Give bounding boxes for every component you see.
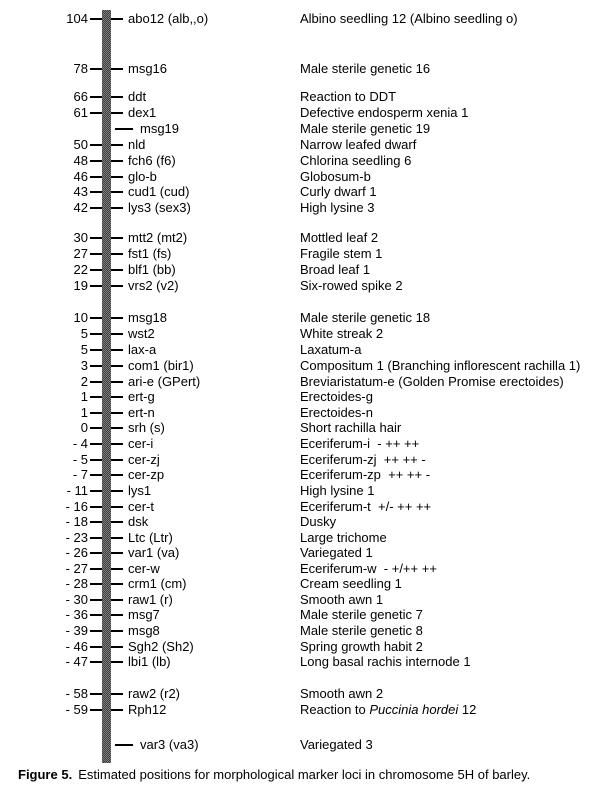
locus-position: 50: [73, 137, 88, 152]
locus-row: [0, 483, 610, 499]
locus-row: [0, 89, 610, 105]
tick-right: [110, 412, 123, 414]
locus-row: [0, 514, 610, 530]
tick-right: [110, 333, 123, 335]
locus-gene-symbol: ari-e (GPert): [128, 374, 201, 389]
locus-gene-symbol: var3 (va3): [140, 737, 199, 752]
tick-right: [110, 474, 123, 476]
locus-position: - 36: [65, 607, 88, 622]
locus-gene-symbol: dex1: [128, 105, 157, 120]
locus-position: - 30: [65, 592, 88, 607]
locus-position: - 26: [65, 545, 88, 560]
locus-description: Male sterile genetic 18: [300, 310, 431, 325]
tick-right: [110, 269, 123, 271]
locus-row: [0, 184, 610, 200]
locus-position: 22: [73, 262, 88, 277]
tick-right: [110, 583, 123, 585]
locus-description: Reaction to DDT: [300, 89, 397, 104]
tick-right: [110, 521, 123, 523]
locus-row: [0, 499, 610, 515]
locus-gene-symbol: blf1 (bb): [128, 262, 176, 277]
locus-description: Short rachilla hair: [300, 420, 402, 435]
locus-position: 48: [73, 153, 88, 168]
locus-description: High lysine 1: [300, 483, 375, 498]
tick-right: [110, 237, 123, 239]
locus-description: Laxatum-a: [300, 342, 362, 357]
locus-gene-symbol: fst1 (fs): [128, 246, 172, 261]
locus-row: [0, 262, 610, 278]
locus-description: Variegated 3: [300, 737, 373, 752]
locus-gene-symbol: mtt2 (mt2): [128, 230, 188, 245]
tick-right: [110, 693, 123, 695]
locus-gene-symbol: msg19: [140, 121, 180, 136]
locus-description: Eceriferum-i - ++ ++: [300, 436, 420, 451]
locus-row: [0, 576, 610, 592]
figure-caption-label: Figure 5.: [18, 767, 73, 782]
locus-position: 5: [80, 342, 88, 357]
locus-position: - 27: [65, 561, 88, 576]
locus-row: [0, 639, 610, 655]
locus-gene-symbol: lys1: [128, 483, 152, 498]
locus-row: [0, 61, 610, 77]
locus-description: Curly dwarf 1: [300, 184, 377, 199]
locus-gene-symbol: msg16: [128, 61, 168, 76]
figure-caption: [18, 766, 610, 784]
tick-right: [110, 568, 123, 570]
locus-gene-symbol: Ltc (Ltr): [128, 530, 173, 545]
locus-position: - 28: [65, 576, 88, 591]
tick-right: [110, 614, 123, 616]
tick-right: [110, 646, 123, 648]
locus-gene-symbol: var1 (va): [128, 545, 180, 560]
locus-gene-symbol: nld: [128, 137, 146, 152]
locus-gene-symbol: lbi1 (lb): [128, 654, 171, 669]
locus-description: Narrow leafed dwarf: [300, 137, 417, 152]
tick-right: [110, 427, 123, 429]
tick-right: [110, 317, 123, 319]
locus-row: [0, 436, 610, 452]
locus-position: 3: [80, 358, 88, 373]
locus-position: 61: [73, 105, 88, 120]
tick-right: [110, 459, 123, 461]
locus-position: - 59: [65, 702, 88, 717]
locus-description: Male sterile genetic 16: [300, 61, 431, 76]
locus-row: [0, 530, 610, 546]
locus-description: Globosum-b: [300, 169, 371, 184]
locus-description: Albino seedling 12 (Albino seedling o): [300, 11, 518, 26]
locus-row: [0, 105, 610, 121]
locus-position: 42: [73, 200, 88, 215]
locus-description: Spring growth habit 2: [300, 639, 423, 654]
locus-row: [0, 405, 610, 421]
locus-row: [0, 200, 610, 216]
tick-right: [110, 599, 123, 601]
locus-row: [0, 737, 610, 753]
locus-description: White streak 2: [300, 326, 384, 341]
locus-gene-symbol: ert-g: [128, 389, 155, 404]
tick-right: [110, 18, 123, 20]
locus-description: Long basal rachis internode 1: [300, 654, 471, 669]
locus-row: [0, 358, 610, 374]
locus-row: [0, 592, 610, 608]
locus-row: [0, 137, 610, 153]
locus-description: Broad leaf 1: [300, 262, 371, 277]
locus-position: - 23: [65, 530, 88, 545]
locus-description: Mottled leaf 2: [300, 230, 379, 245]
locus-description: Six-rowed spike 2: [300, 278, 403, 293]
locus-gene-symbol: cer-w: [128, 561, 160, 576]
chromosome-bar: [102, 10, 111, 763]
locus-gene-symbol: msg7: [128, 607, 160, 622]
locus-position: 19: [73, 278, 88, 293]
locus-row: [0, 153, 610, 169]
locus-position: 104: [66, 11, 88, 26]
tick-right: [115, 128, 133, 130]
locus-row: [0, 121, 610, 137]
locus-description: Eceriferum-zp ++ ++ -: [300, 467, 431, 482]
locus-row: [0, 169, 610, 185]
locus-gene-symbol: raw1 (r): [128, 592, 173, 607]
locus-row: [0, 278, 610, 294]
locus-description: Smooth awn 1: [300, 592, 384, 607]
locus-row: [0, 545, 610, 561]
locus-row: [0, 420, 610, 436]
locus-gene-symbol: fch6 (f6): [128, 153, 176, 168]
locus-row: [0, 374, 610, 390]
locus-position: 1: [80, 405, 88, 420]
locus-gene-symbol: wst2: [128, 326, 155, 341]
locus-position: - 16: [65, 499, 88, 514]
locus-description: Erectoides-g: [300, 389, 373, 404]
locus-position: - 39: [65, 623, 88, 638]
tick-right: [110, 506, 123, 508]
locus-position: - 46: [65, 639, 88, 654]
locus-row: [0, 230, 610, 246]
locus-description: Variegated 1: [300, 545, 373, 560]
tick-right: [110, 285, 123, 287]
tick-right: [110, 630, 123, 632]
locus-row: [0, 623, 610, 639]
locus-position: 5: [80, 326, 88, 341]
tick-right: [110, 537, 123, 539]
locus-position: - 18: [65, 514, 88, 529]
tick-right: [110, 443, 123, 445]
locus-row: [0, 561, 610, 577]
tick-right: [110, 490, 123, 492]
tick-right: [110, 207, 123, 209]
locus-row: [0, 686, 610, 702]
locus-gene-symbol: lys3 (sex3): [128, 200, 191, 215]
locus-row: [0, 389, 610, 405]
locus-gene-symbol: ert-n: [128, 405, 155, 420]
locus-description: Eceriferum-t +/- ++ ++: [300, 499, 432, 514]
locus-gene-symbol: cer-i: [128, 436, 154, 451]
tick-right: [110, 709, 123, 711]
locus-gene-symbol: cer-t: [128, 499, 154, 514]
locus-gene-symbol: Sgh2 (Sh2): [128, 639, 194, 654]
locus-description: Reaction to Puccinia hordei 12: [300, 702, 477, 717]
locus-description: Large trichome: [300, 530, 387, 545]
tick-right: [110, 68, 123, 70]
locus-position: 66: [73, 89, 88, 104]
tick-right: [110, 349, 123, 351]
locus-position: 10: [73, 310, 88, 325]
locus-description: Dusky: [300, 514, 337, 529]
locus-gene-symbol: dsk: [128, 514, 149, 529]
tick-right: [110, 144, 123, 146]
locus-gene-symbol: srh (s): [128, 420, 165, 435]
tick-right: [110, 253, 123, 255]
locus-position: - 4: [72, 436, 88, 451]
locus-position: - 58: [65, 686, 88, 701]
locus-description: Eceriferum-zj ++ ++ -: [300, 452, 426, 467]
locus-row: [0, 246, 610, 262]
locus-row: [0, 326, 610, 342]
locus-position: 2: [80, 374, 88, 389]
tick-right: [110, 552, 123, 554]
locus-gene-symbol: raw2 (r2): [128, 686, 181, 701]
locus-gene-symbol: msg18: [128, 310, 168, 325]
locus-position: 30: [73, 230, 88, 245]
tick-right: [110, 365, 123, 367]
locus-description: Eceriferum-w - +/++ ++: [300, 561, 437, 576]
locus-gene-symbol: lax-a: [128, 342, 157, 357]
locus-row: [0, 702, 610, 718]
tick-right: [110, 381, 123, 383]
locus-gene-symbol: glo-b: [128, 169, 157, 184]
locus-description: Chlorina seedling 6: [300, 153, 412, 168]
locus-position: 0: [80, 420, 88, 435]
locus-row: [0, 654, 610, 670]
locus-gene-symbol: cer-zp: [128, 467, 165, 482]
locus-description: Defective endosperm xenia 1: [300, 105, 469, 120]
locus-description: Erectoides-n: [300, 405, 373, 420]
tick-right: [110, 176, 123, 178]
locus-position: 46: [73, 169, 88, 184]
locus-row: [0, 452, 610, 468]
locus-position: - 7: [72, 467, 88, 482]
tick-right: [110, 191, 123, 193]
tick-right: [110, 112, 123, 114]
locus-gene-symbol: msg8: [128, 623, 160, 638]
locus-gene-symbol: vrs2 (v2): [128, 278, 179, 293]
locus-gene-symbol: com1 (bir1): [128, 358, 194, 373]
locus-row: [0, 607, 610, 623]
locus-description: Fragile stem 1: [300, 246, 383, 261]
tick-right: [110, 96, 123, 98]
locus-gene-symbol: cud1 (cud): [128, 184, 190, 199]
locus-description: Male sterile genetic 7: [300, 607, 423, 622]
locus-gene-symbol: abo12 (alb,,o): [128, 11, 209, 26]
locus-row: [0, 11, 610, 27]
locus-description: Smooth awn 2: [300, 686, 384, 701]
locus-row: [0, 342, 610, 358]
locus-description: Male sterile genetic 8: [300, 623, 423, 638]
locus-position: - 47: [65, 654, 88, 669]
locus-position: 1: [80, 389, 88, 404]
locus-position: 78: [73, 61, 88, 76]
locus-position: 27: [73, 246, 88, 261]
locus-description: Cream seedling 1: [300, 576, 402, 591]
locus-description: High lysine 3: [300, 200, 375, 215]
locus-gene-symbol: cer-zj: [128, 452, 160, 467]
locus-gene-symbol: ddt: [128, 89, 147, 104]
locus-gene-symbol: crm1 (cm): [128, 576, 187, 591]
locus-row: [0, 467, 610, 483]
locus-description: Compositum 1 (Branching inflorescent rachilla 1): [300, 358, 581, 373]
locus-description: Male sterile genetic 19: [300, 121, 431, 136]
tick-right: [110, 160, 123, 162]
tick-right: [110, 661, 123, 663]
tick-right: [115, 744, 133, 746]
locus-position: 43: [73, 184, 88, 199]
locus-position: - 11: [66, 483, 88, 498]
locus-gene-symbol: Rph12: [128, 702, 167, 717]
locus-position: - 5: [72, 452, 88, 467]
locus-description: Breviaristatum-e (Golden Promise erectoides): [300, 374, 564, 389]
tick-right: [110, 396, 123, 398]
figure-caption-text: Estimated positions for morphological marker loci in chromosome 5H of barley.: [78, 767, 531, 782]
locus-row: [0, 310, 610, 326]
